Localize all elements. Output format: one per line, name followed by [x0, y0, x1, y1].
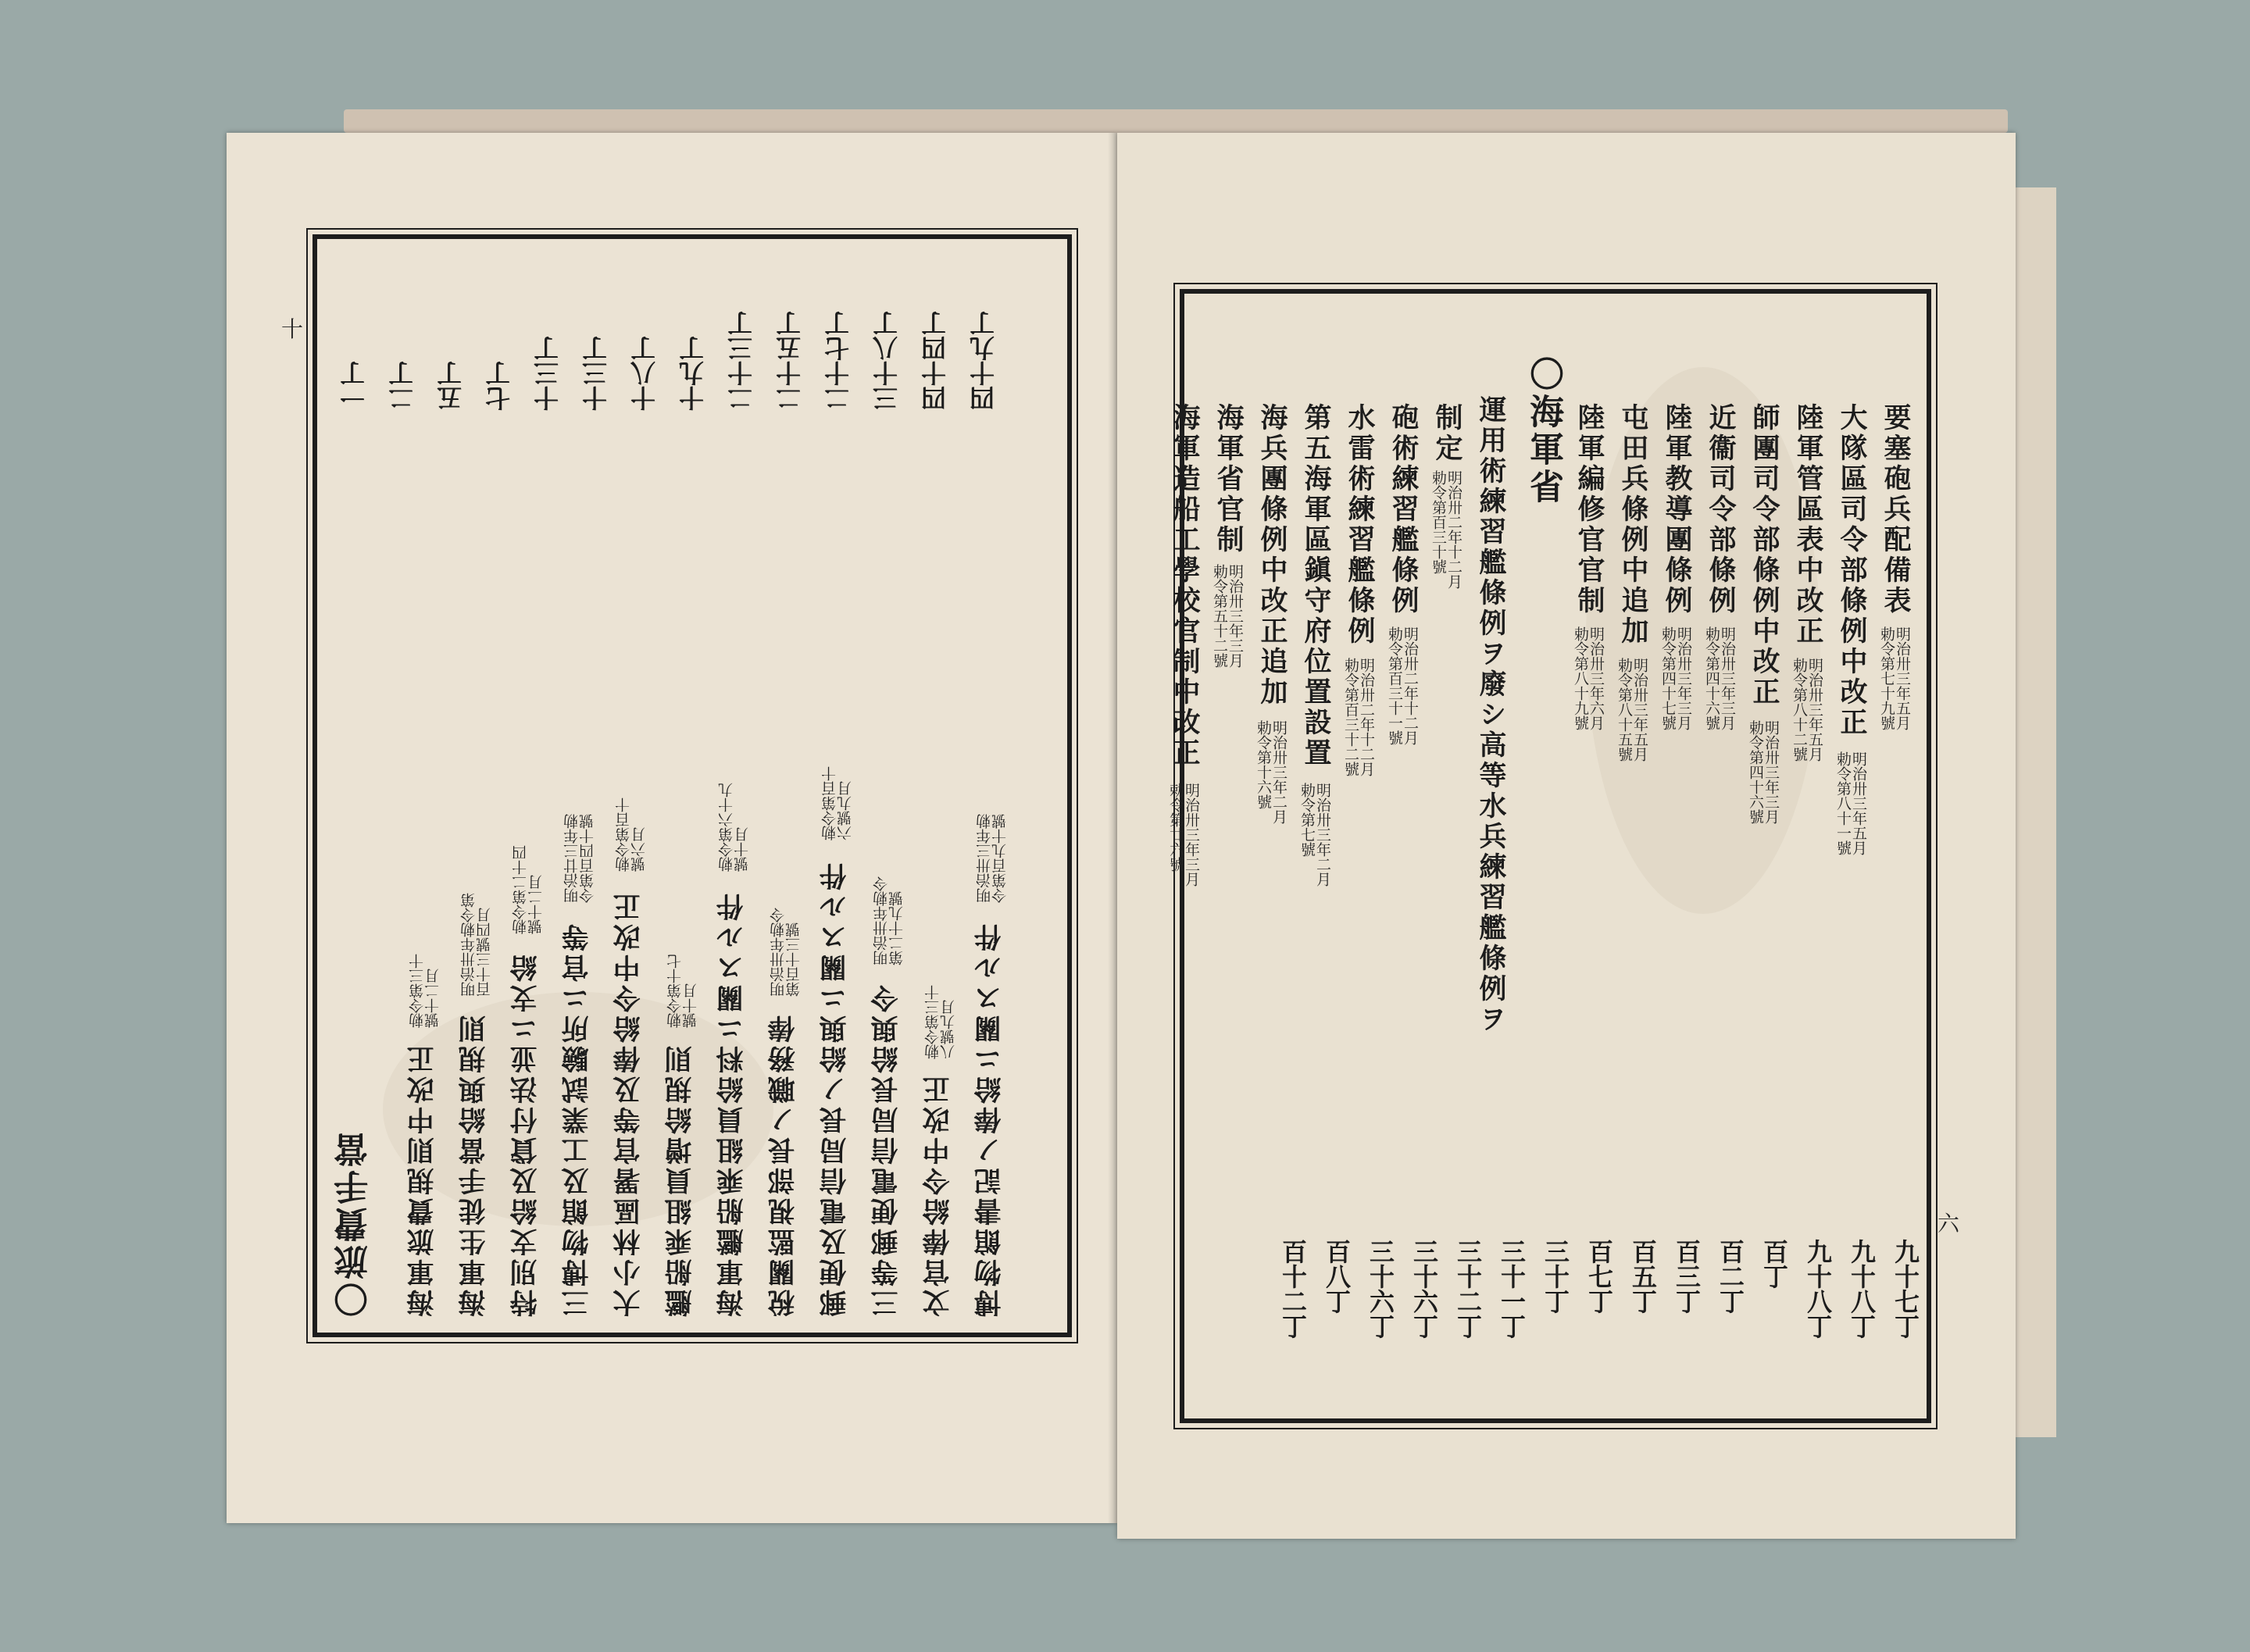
- left-heading: 〇旅費手當: [334, 1129, 374, 1317]
- left-entry-title: 艦船乘組員增給規則: [664, 1043, 696, 1317]
- left-entry-list: [388, 419, 1052, 1317]
- right-page-number: 六: [1938, 1211, 1960, 1236]
- right-entry-title: 大隊區司令部條例中改正: [1836, 403, 1868, 738]
- left-entry-title: 三博物館及工業試驗所ニ官等: [561, 921, 593, 1317]
- left-entry-title: 海軍旅費規則中改正: [406, 1043, 438, 1317]
- right-entry-title: 師團司令部條例中改正: [1748, 403, 1780, 708]
- left-entry-title: 三等郵便電信局長給與令: [870, 982, 902, 1317]
- right-page-ref: 百二丁: [1716, 1239, 1745, 1314]
- right-page-ref: 三十六丁: [1409, 1239, 1439, 1339]
- navy-entry-title: 海軍造船工學校官制中改正: [1169, 403, 1201, 769]
- left-entry-title: 稅關監視部長ノ職務俸: [767, 1012, 799, 1317]
- right-page-ref: 三十丁: [1541, 1239, 1570, 1314]
- navy-entry-title: 水雷術練習艦條例: [1344, 403, 1376, 647]
- left-entry-note: 勅令第二十四 號十二月: [512, 845, 545, 934]
- left-entry-note: 勅令第三十 八號九月: [924, 985, 957, 1059]
- left-page-ref: 一丁: [339, 361, 369, 411]
- left-entry-title: 特別支給及貸付法並ニ支給: [509, 951, 541, 1317]
- right-page-ref: 九十八丁: [1847, 1239, 1877, 1339]
- right-entry-title: 陸軍編修官官制: [1573, 403, 1605, 616]
- open-book: [227, 117, 2047, 1547]
- left-page-content: [317, 239, 1067, 1333]
- right-page-ref: 九十七丁: [1891, 1239, 1920, 1339]
- left-entry-note: 勅令第百十 號六月: [615, 797, 648, 872]
- left-entry-title: 郵便及電信局長ノ給與ニ關スル件: [819, 860, 851, 1317]
- left-entry-title: 海軍生徒手當給與規則: [458, 1012, 490, 1317]
- left-page-number: 十: [281, 316, 304, 342]
- left-entry-note: 勅令第三十 號十二月: [409, 954, 441, 1028]
- left-entry-title: 大小林區署官等及俸給令中改正: [612, 890, 645, 1317]
- left-entry-note: 明治卅年勅令 第百十三號: [770, 908, 802, 997]
- right-page-ref: 三十六丁: [1366, 1239, 1395, 1339]
- left-page-ref: 十三丁: [533, 336, 562, 411]
- left-entry-title: 文官俸給令中改正: [922, 1073, 954, 1317]
- right-entry-title: 近衞司令部條例: [1705, 403, 1737, 616]
- right-entry-note: 明治卅三年五月 勅令第八十一號: [1834, 751, 1867, 855]
- navy-entry-title: 砲術練習艦條例: [1388, 403, 1420, 616]
- right-page-ref: 百十二丁: [1278, 1239, 1308, 1339]
- left-page-ref: 二丁: [388, 361, 417, 411]
- right-page-ref: 三十二丁: [1453, 1239, 1483, 1339]
- left-page: [227, 133, 1117, 1523]
- left-page-ref: 七丁: [484, 361, 514, 411]
- right-page-ref: 百七丁: [1584, 1239, 1614, 1314]
- left-page-number-list: [333, 255, 1052, 411]
- left-page-ref: 五丁: [436, 361, 466, 411]
- left-page-ref: 十九丁: [678, 336, 708, 411]
- right-entry-title: 要塞砲兵配備表: [1880, 403, 1912, 616]
- navy-entry-title: 海兵團條例中改正追加: [1256, 403, 1288, 708]
- right-entry-note: 明治卅三年五月 勅令第七十九號: [1878, 626, 1911, 730]
- navy-entry-note: 明治卅二年十二月 勅令第百三十號: [1430, 470, 1462, 589]
- left-entry-note: 明治卅三年勅 令第百九十號: [976, 814, 1009, 903]
- left-page-ref: 十八丁: [630, 336, 659, 411]
- right-entry-list-army: [1167, 294, 1919, 1192]
- page-edge: [344, 109, 2008, 133]
- navy-entry-title: 海軍省官制: [1212, 403, 1245, 555]
- right-entry-note: 明治卅三年五月 勅令第八十五號: [1616, 658, 1648, 762]
- navy-entry-note: 明治卅二年十二月 勅令第百三十一號: [1386, 626, 1419, 745]
- navy-entry-title: 第五海軍區鎭守府位置設置: [1300, 403, 1332, 769]
- left-page-ref: 二十五丁: [775, 311, 805, 411]
- navy-section-heading: 〇海軍省: [1523, 356, 1563, 506]
- left-entry-title: 博物館書記ノ俸給ニ關スル件: [973, 921, 1005, 1317]
- right-page-ref: 百丁: [1759, 1239, 1789, 1289]
- right-entry-title: 陸軍管區表中改正: [1792, 403, 1824, 647]
- right-entry-note: 明治卅三年三月 勅令第四十六號: [1747, 720, 1780, 824]
- right-entry-note: 明治卅三年五月 勅令第八十二號: [1791, 658, 1823, 762]
- left-page-ref: 二十七丁: [823, 311, 853, 411]
- left-entry-note: 勅令第六十九 號十月: [718, 783, 751, 872]
- navy-entry-title: 運用術練習艦條例ヲ廢シ高等水兵練習艦條例ヲ: [1475, 395, 1507, 1035]
- left-page-ref: 四十九丁: [969, 311, 998, 411]
- right-entry-note: 明治卅三年三月 勅令第四十七號: [1659, 626, 1692, 730]
- right-page-frame: [1167, 289, 1931, 1423]
- right-page-number-list: [1200, 1239, 1919, 1403]
- left-entry-note: 勅令第百十 六號九月: [821, 766, 854, 840]
- navy-entry-note: 明治卅三年二月 勅令第七號: [1298, 783, 1331, 887]
- right-entry-note: 明治卅三年六月 勅令第八十九號: [1572, 626, 1605, 730]
- navy-entry-note: 明治卅三年三月 勅令第廿六號: [1167, 783, 1200, 887]
- navy-entry-title: 制定: [1431, 403, 1463, 464]
- navy-entry-note: 明治卅三年三月 勅令第五十二號: [1211, 564, 1244, 668]
- left-page-frame: [312, 234, 1072, 1337]
- left-entry-note: 勅令第十七 號十月: [666, 954, 699, 1028]
- left-page-ref: 三十八丁: [872, 311, 902, 411]
- right-page-ref: 百五丁: [1628, 1239, 1658, 1314]
- right-entry-title: 屯田兵條例中追加: [1617, 403, 1649, 647]
- left-entry-note: 明治卅年勅令 第二十九號: [873, 876, 905, 965]
- right-page-ref: 百八丁: [1322, 1239, 1352, 1314]
- right-page-ref: 三十一丁: [1497, 1239, 1527, 1339]
- left-entry-title: 海軍艦船乘組員給料ニ關スル件: [716, 890, 748, 1317]
- right-page-ref: 九十八丁: [1803, 1239, 1833, 1339]
- navy-entry-note: 明治卅三年二月 勅令第十六號: [1255, 720, 1288, 824]
- right-entry-title: 陸軍教導團條例: [1661, 403, 1693, 616]
- left-page-ref: 二十三丁: [727, 311, 756, 411]
- left-entry-note: 明治卅年勅令第 百十三號四月: [460, 893, 493, 997]
- left-entry-note: 明治廿三年勅 令第百四十號: [563, 814, 596, 903]
- left-page-ref: 十三丁: [581, 336, 611, 411]
- left-page-ref: 四十四丁: [920, 311, 950, 411]
- right-page-ref: 百三丁: [1672, 1239, 1702, 1314]
- navy-entry-note: 明治卅二年十二月 勅令第百三十二號: [1342, 658, 1375, 776]
- right-entry-note: 明治卅三年三月 勅令第四十六號: [1703, 626, 1736, 730]
